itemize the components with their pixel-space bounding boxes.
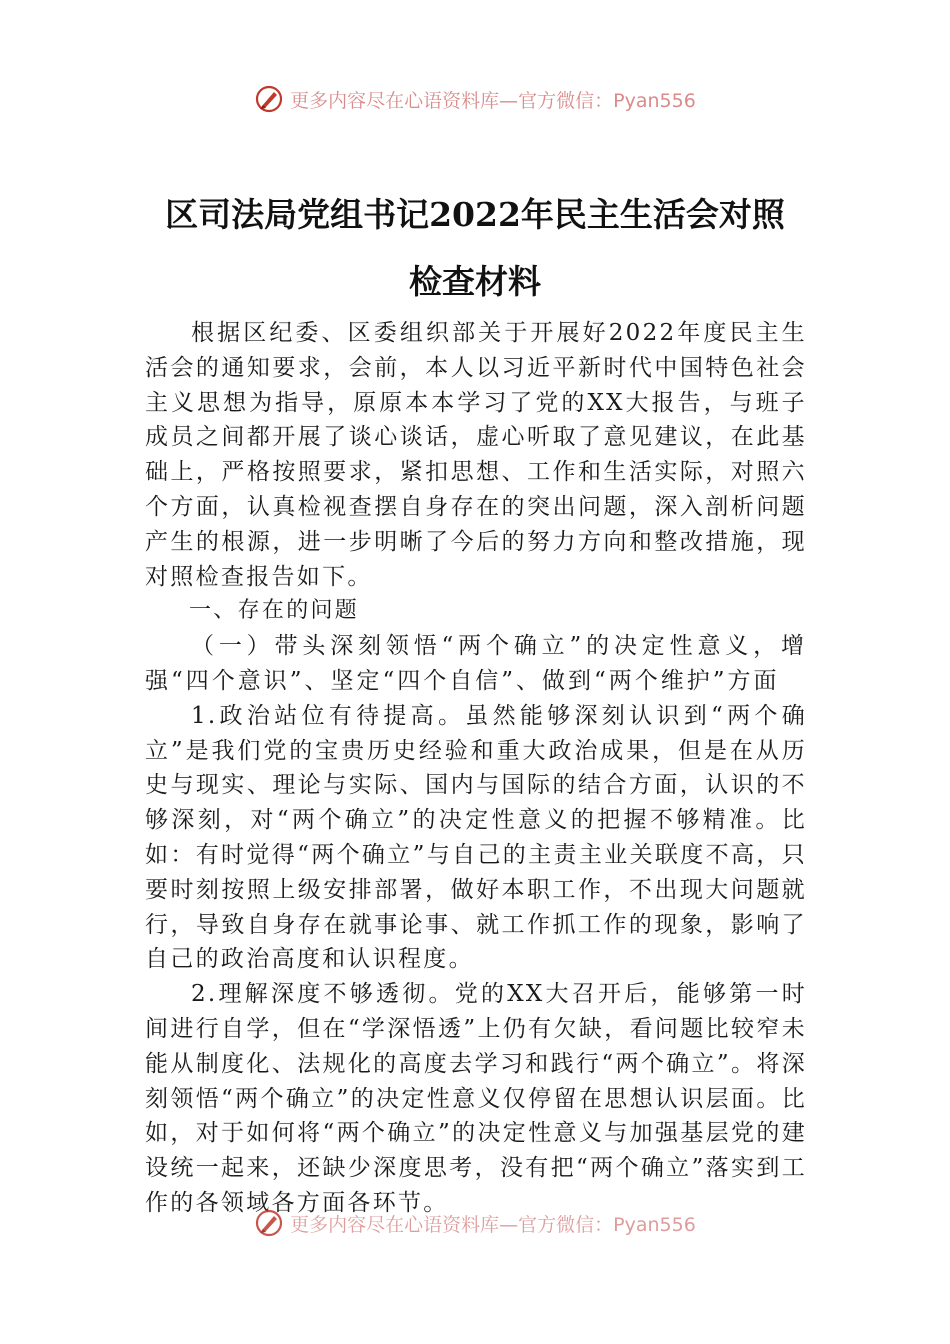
pen-nib-icon bbox=[254, 84, 284, 114]
watermark-text: 更多内容尽在心语资料库—官方微信：Pyan556 bbox=[290, 89, 696, 112]
intro-paragraph: 根据区纪委、区委组织部关于开展好2022年度民主生活会的通知要求，会前，本人以习近平新时代中国特色社会主义思想为指导，原原本本学习了党的XX大报告，与班子成员之间都开展了谈心谈话，虚心听取了意见建议，在此基础上，严格按照要求，紧扣思想、工作和生活实际，对照六个方面，认真检视查摆自身存在的突出问题，深入剖析问题产生的根源，进一步明晰了今后的努力方向和整改措施，现对照检查报告如下。 bbox=[145, 320, 807, 590]
document-title-line2: 检查材料 bbox=[409, 262, 541, 301]
pen-nib-icon bbox=[254, 1208, 284, 1238]
item-paragraph-2: 2.理解深度不够透彻。党的XX大召开后，能够第一时间进行自学，但在“学深悟透”上仍有欠缺，看问题比较窄未能从制度化、法规化的高度去学习和践行“两个确立”。将深刻领悟“两个确立”的决定性意义仅停留在思想认识层面。比如，对于如何将“两个确立”的决定性意义与加强基层党的建设统一起来，还缺少深度思考，没有把“两个确立”落实到工作的各领域各方面各环节。 bbox=[145, 981, 807, 1216]
watermark-text: 更多内容尽在心语资料库—官方微信：Pyan556 bbox=[290, 1213, 696, 1236]
document-title-line1: 区司法局党组书记2022年民主生活会对照 bbox=[165, 195, 785, 234]
document-body bbox=[145, 316, 807, 1221]
item-paragraph-1: 1.政治站位有待提高。虽然能够深刻认识到“两个确立”是我们党的宝贵历史经验和重大政治成果，但是在从历史与现实、理论与实际、国内与国际的结合方面，认识的不够深刻，对“两个确立”的决定性意义的把握不够精准。比如：有时觉得“两个确立”与自己的主责主业关联度不高，只要时刻按照上级安排部署，做好本职工作，不出现大问题就行，导致自身存在就事论事、就工作抓工作的现象，影响了自己的政治高度和认识程度。 bbox=[145, 702, 807, 973]
footer-watermark bbox=[0, 1208, 950, 1238]
header-watermark bbox=[0, 84, 950, 114]
section-heading: 一、存在的问题 bbox=[189, 598, 360, 624]
subsection-heading: （一）带头深刻领悟“两个确立”的决定性意义，增强“四个意识”、坚定“四个自信”、做到“两个维护”方面 bbox=[145, 633, 807, 694]
